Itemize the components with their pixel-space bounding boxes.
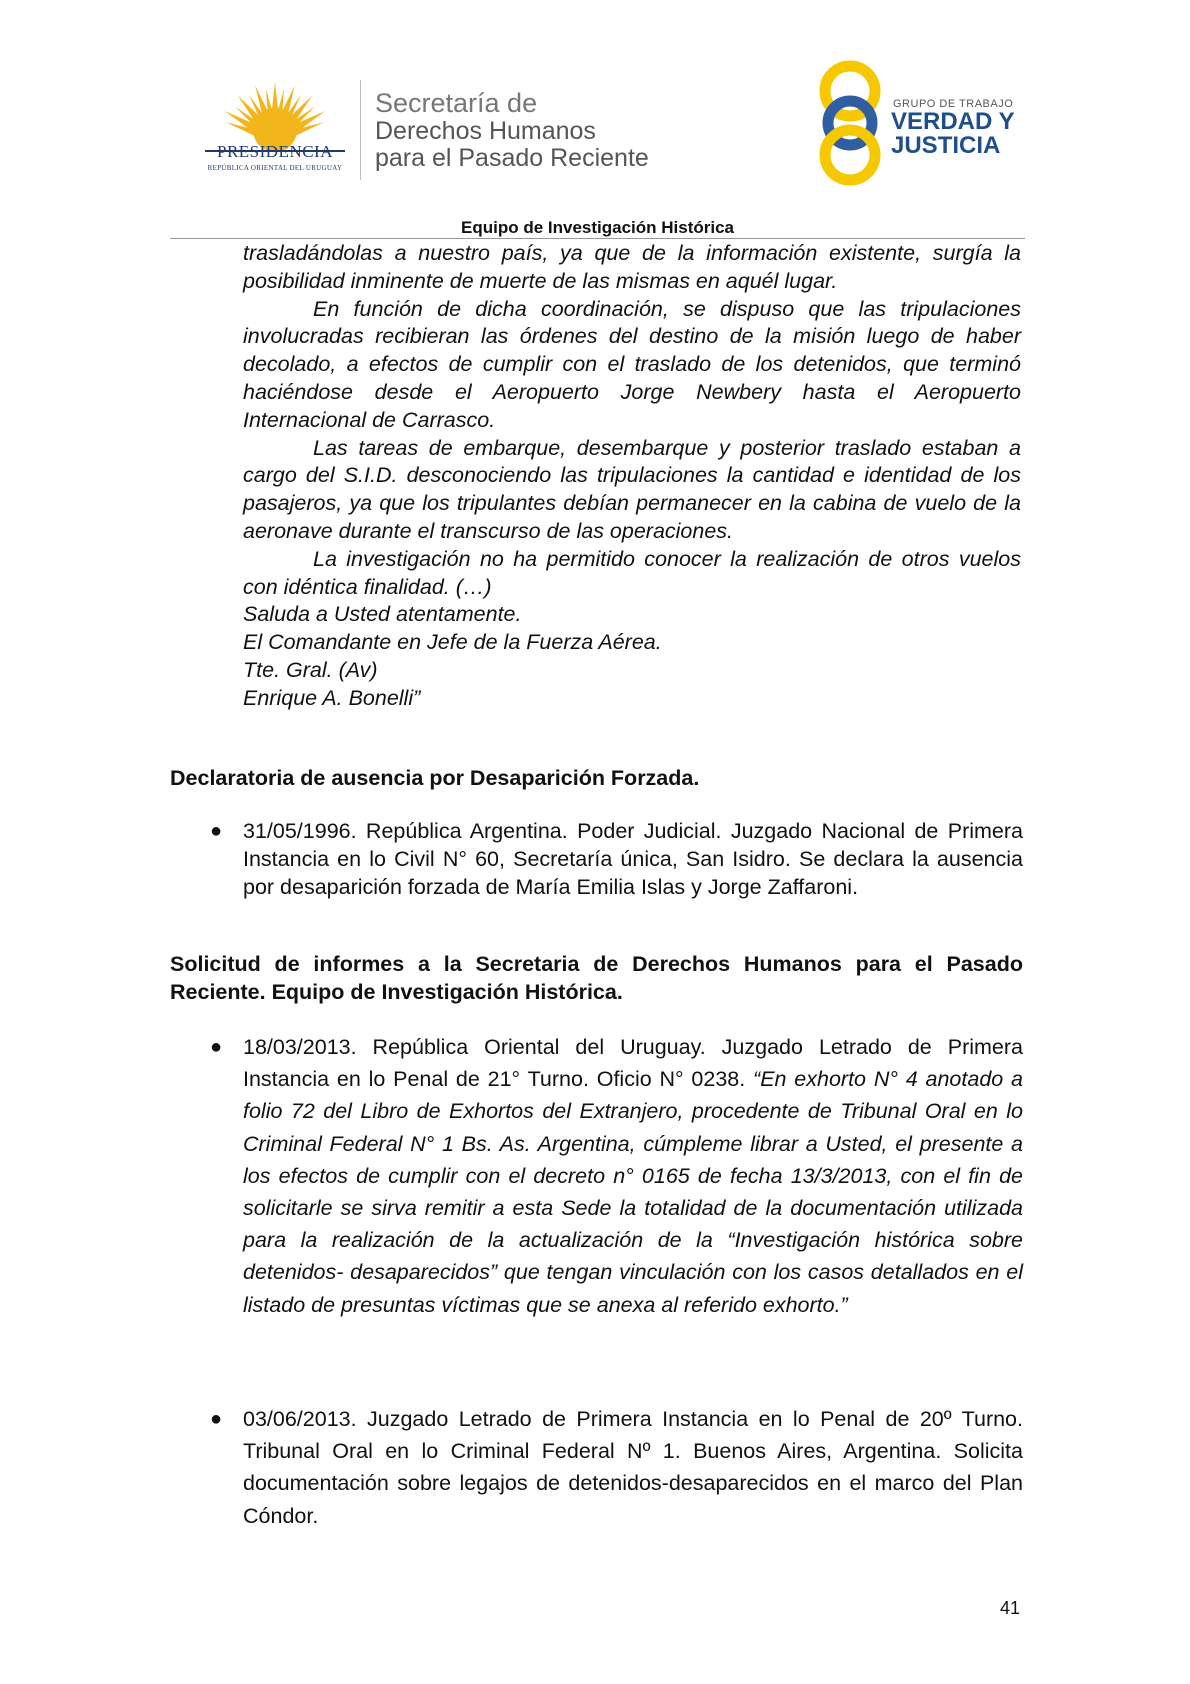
gtvj-line-2: VERDAD Y [891,108,1015,135]
presidencia-subtitle: REPÚBLICA ORIENTAL DEL URUGUAY [207,164,343,172]
verdad-justicia-logo [815,58,1035,188]
letter-closing: Tte. Gral. (Av) [243,657,378,682]
document-header [195,50,1035,185]
list-item-text: 31/05/1996. República Argentina. Poder Judicial. Juzgado Nacional de Primera Instancia en lo Civil N° 60, Secretaría única, San Isidro. Se declara la ausencia por desaparición forzada de María Emilia Islas y Jorge Zaffaroni. [243,819,1023,899]
letter-closing: El Comandante en Jefe de la Fuerza Aérea. [243,630,662,655]
list-item-text: 18/03/2013. República Oriental del Uruguay. Juzgado Letrado de Primera Instancia en lo Penal de 21° Turno. Oficio N° 0238. [243,1035,1023,1092]
letter-paragraph: En función de dicha coordinación, se dispuso que las tripulaciones involucradas recibieran las órdenes del destino de la misión luego de haber decolado, a efectos de cumplir con el traslado de los detenidos, que terminó haciéndose desde el Aeropuerto Jorge Newbery hasta el Aeropuerto Internacional de Carrasco. [243,296,1021,432]
bullet-icon: ● [210,1036,223,1058]
page-number: 41 [1000,1598,1021,1618]
list-item [210,817,1023,901]
rings-icon [815,58,885,188]
section-heading-solicitud: Solicitud de informes a la Secretaria de Derechos Humanos para el Pasado Reciente. Equipo de Investigación Histórica. [170,952,1023,1004]
list-item-quote: “En exhorto N° 4 anotado a folio 72 del Libro de Exhortos del Extranjero, procedente de Tribunal Oral en lo Criminal Federal N° 1 Bs. As. Argentina, cúmpleme librar a Usted, el presente a los efectos de cumplir con el decreto n° 0165 de fecha 13/3/2013, con el fin de solicitarle se sirva remitir a esta Sede la totalidad de la documentación utilizada para la realización de la actualización de la “Investigación histórica sobre detenidos- desaparecidos” que tengan vinculación con los casos detallados en el listado de presuntas víctimas que se anexa al referido exhorto.” [243,1067,1023,1317]
letter-quote [243,240,1021,713]
letter-signature: Enrique A. Bonelli” [243,685,421,710]
gtvj-line-1: GRUPO DE TRABAJO [893,98,1014,110]
header-rule [170,238,1025,239]
letter-paragraph: Las tareas de embarque, desembarque y posterior traslado estaban a cargo del S.I.D. desconociendo las tripulaciones la cantidad e identidad de los pasajeros, ya que los tripulantes debían permanecer en la cabina de vuelo de la aeronave durante el transcurso de las operaciones. [243,435,1021,543]
secretaria-line-3: para el Pasado Reciente [375,144,649,172]
presidencia-wordmark: PRESIDENCIA [216,142,333,161]
letter-closing: Saluda a Usted atentamente. [243,602,522,627]
bullet-icon: ● [210,820,223,842]
letter-paragraph: La investigación no ha permitido conocer la realización de otros vuelos con idéntica finalidad. (…) [243,546,1021,599]
team-title: Equipo de Investigación Histórica [461,218,734,237]
gtvj-line-3: JUSTICIA [891,132,1001,159]
header-divider [360,80,361,180]
secretaria-line-2: Derechos Humanos [375,117,596,145]
secretaria-wordmark [375,88,649,172]
list-item [210,1403,1023,1532]
list-item-text: 03/06/2013. Juzgado Letrado de Primera Instancia en lo Penal de 20º Turno. Tribunal Oral en lo Criminal Federal Nº 1. Buenos Aires, Argentina. Solicita documentación sobre legajos de detenidos-desaparecidos en el marco del Plan Cóndor. [243,1407,1023,1528]
section-heading-ausencia: Declaratoria de ausencia por Desaparición Forzada. [170,766,700,790]
list-item [210,1031,1023,1321]
secretaria-line-1: Secretaría de [375,88,538,118]
letter-paragraph: trasladándolas a nuestro país, ya que de la información existente, surgía la posibilidad inminente de muerte de las mismas en aquél lugar. [243,241,1021,293]
bullet-icon: ● [210,1408,223,1430]
